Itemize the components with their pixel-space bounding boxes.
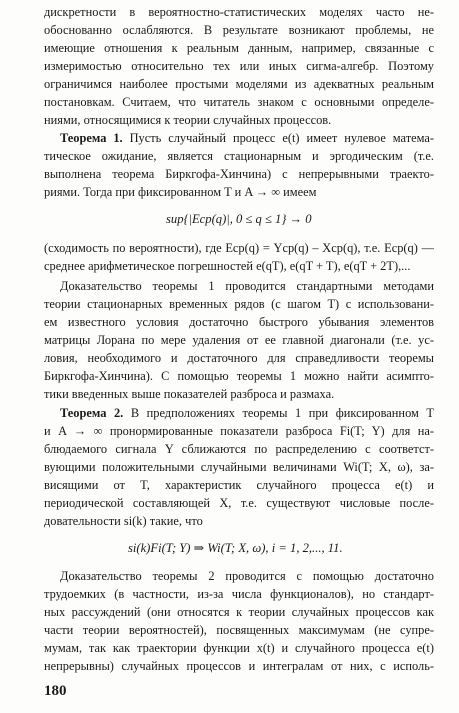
text-line: матрицы Лорана по мере удаления от ее главной диагонали (т.е. ус- [44, 333, 434, 347]
text-line: трудоемких (в частности, из-за числа функционалов), но стандарт- [44, 587, 434, 601]
text-line: ниями, относящимися к теории случайных процессов. [44, 113, 332, 127]
text-line: обоснованно ослабляются. В результате возникают проблемы, не [44, 23, 434, 37]
formula-theorem-2: si(k)Fi(T; Y) ⇒ Wi(T; X, ω), i = 1, 2,..., 11. [128, 541, 343, 555]
text-line: ных рассуждений (они относятся к теории случайных процессов как [44, 605, 434, 619]
formula-theorem-1: sup{|Eср(q)|, 0 ≤ q ≤ 1} → 0 [166, 212, 312, 226]
text-line: ловия, необходимого и достаточного для справедливости теоремы [44, 351, 434, 365]
text-line: постановкам. Считаем, что читатель знаком с основными определе- [44, 95, 434, 109]
text-line: периодической составляющей X, т.е. существуют числовые после- [44, 496, 434, 510]
text-line: (сходимость по вероятности), где Eср(q) = Yср(q) – Xср(q), т.е. Eср(q) — [44, 241, 434, 255]
text-line: блюдаемого сигнала Y сближаются по распределению с соответст- [44, 442, 434, 456]
page-number: 180 [44, 683, 67, 699]
text-line: имеющие отношения к реальным данным, например, связанные с [44, 41, 434, 55]
text-line: выполнена теорема Биркгофа-Хинчина) с непрерывными траекто- [44, 167, 434, 181]
theorem-2-first-line [60, 405, 434, 422]
theorem-1-label: Теорема 1. [60, 131, 123, 145]
text-line: тики введенных выше показателей разброса и размаха. [44, 387, 335, 401]
text-line: части теории вероятностей), посвященных максимумам (не супре- [44, 623, 434, 637]
text-line: ем известного условия достаточно быстрого убывания элементов [44, 315, 434, 329]
text-line: тическое ожидание, является стационарным и эргодическим (т.е. [44, 149, 434, 163]
text-line: непрерывны) случайных процессов и интегралам от них, с исполь- [44, 659, 434, 673]
text-line: висящими от T, характеристик случайного процесса e(t) и [44, 478, 434, 492]
text-run: Пусть случайный процесс e(t) имеет нулевое матема- [122, 131, 434, 145]
text-line: теории стационарных временных рядов (с шагом T) с использовани- [44, 297, 434, 311]
text-line: Доказательство теоремы 1 проводится стандартными методами [60, 279, 434, 293]
text-line: среднее арифметическое погрешностей e(qT), e(qT + T), e(qT + 2T),... [44, 259, 411, 273]
text-line: вующими положительными случайными величинами Wi(T; X, ω), за- [44, 460, 434, 474]
text-line: и A → ∞ пронормированные показатели разброса Fi(T; Y) для на- [44, 424, 434, 438]
text-line: довательности si(k) такие, что [44, 514, 203, 528]
text-line: ограничимся наиболее простыми моделями из адекватных реальным [44, 77, 434, 91]
text-line: Биркгофа-Хинчина). С помощью теоремы 1 можно найти асимпто- [44, 369, 434, 383]
text-run: В предположениях теоремы 1 при фиксированном T [123, 406, 434, 420]
text-line: дискретности в вероятностно-статистических моделях часто не- [44, 5, 434, 19]
text-line: риями. Тогда при фиксированном T и A → ∞ имеем [44, 185, 317, 199]
theorem-1-first-line [60, 130, 434, 147]
theorem-2-label: Теорема 2. [60, 406, 124, 420]
text-line: измеримостью относительно тех или иных сигма-алгебр. Поэтому [44, 59, 434, 73]
text-line: мумам, так как траектории функции x(t) и случайного процесса e(t) [44, 641, 434, 655]
text-line: Доказательство теоремы 2 проводится с помощью достаточно [60, 569, 434, 583]
